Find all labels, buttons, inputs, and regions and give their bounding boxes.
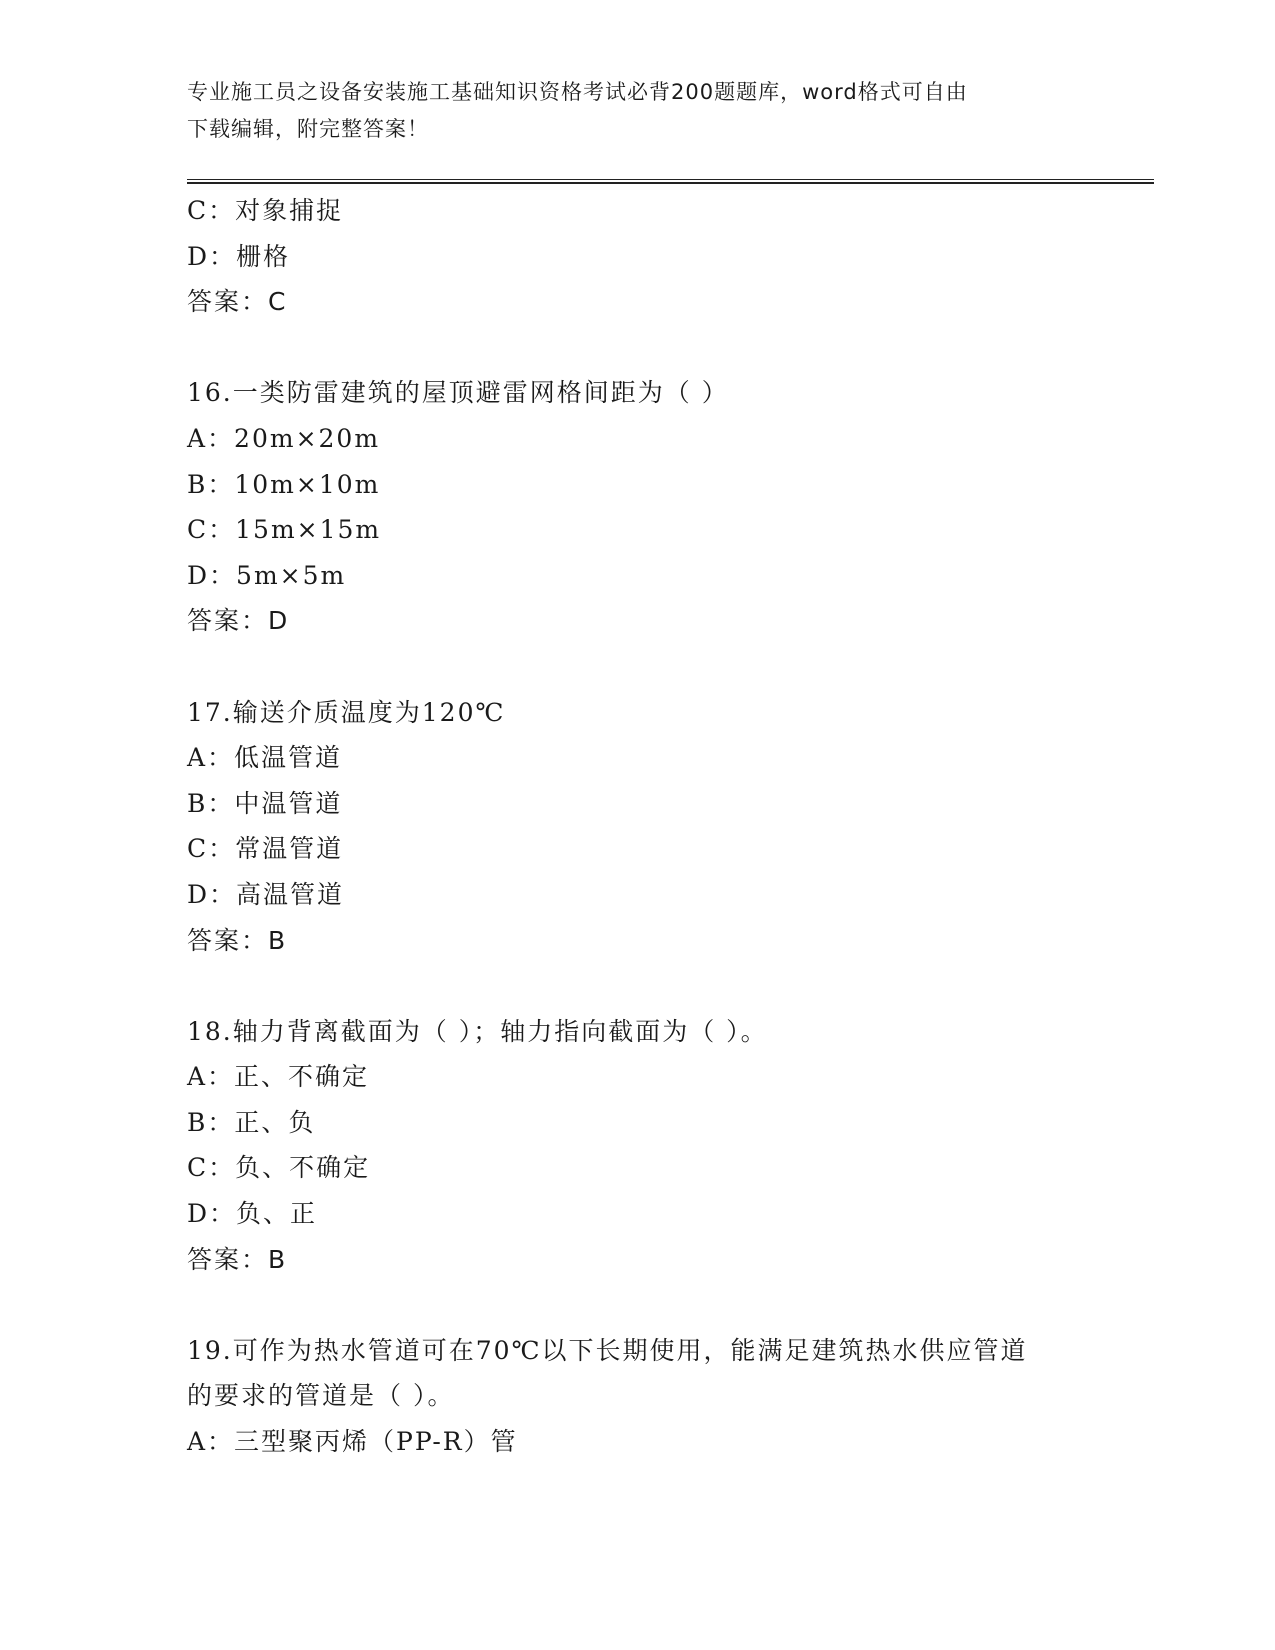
option-a: A：三型聚丙烯（PP-R）管 [187, 1427, 518, 1457]
question-stem: 17.输送介质温度为120℃ [187, 697, 506, 727]
header-line-1: 专业施工员之设备安装施工基础知识资格考试必背200题题库，word格式可自由 [187, 80, 968, 104]
question-18 [187, 1009, 1087, 1283]
question-list [187, 188, 1087, 1465]
option-c: C：15m×15m [187, 515, 382, 545]
question-17 [187, 690, 1087, 964]
question-15-carryover [187, 188, 1087, 325]
option-d: D：5m×5m [187, 560, 347, 590]
spacer [187, 1282, 1087, 1328]
option-d: D：高温管道 [187, 879, 345, 909]
option-a: A：20m×20m [187, 423, 381, 453]
option-b: B：10m×10m [187, 469, 381, 499]
option-b: B：中温管道 [187, 788, 343, 818]
option-d: D：负、正 [187, 1199, 318, 1229]
answer: 答案：D [187, 606, 290, 636]
spacer [187, 644, 1087, 690]
option-a: A：低温管道 [187, 743, 343, 773]
option-c: C：负、不确定 [187, 1153, 371, 1183]
answer: 答案：C [187, 287, 288, 317]
header-divider [187, 179, 1154, 184]
option-a: A：正、不确定 [187, 1062, 370, 1092]
answer: 答案：B [187, 925, 288, 955]
question-19 [187, 1328, 1087, 1465]
question-stem: 18.轴力背离截面为（ ）；轴力指向截面为（ ）。 [187, 1016, 768, 1046]
question-stem: 16.一类防雷建筑的屋顶避雷网格间距为（ ） [187, 378, 729, 408]
question-16 [187, 370, 1087, 644]
option-c: C：对象捕捉 [187, 196, 344, 225]
spacer [187, 325, 1087, 371]
option-d: D：栅格 [187, 241, 291, 271]
header-line-2: 下载编辑，附完整答案！ [187, 117, 429, 141]
answer: 答案：B [187, 1244, 288, 1274]
option-c: C：常温管道 [187, 834, 344, 864]
option-b: B：正、负 [187, 1107, 316, 1137]
document-header [187, 74, 1087, 148]
question-stem-line-2: 的要求的管道是（ ）。 [187, 1381, 455, 1411]
question-stem-line-1: 19.可作为热水管道可在70℃以下长期使用，能满足建筑热水供应管道 [187, 1335, 1028, 1365]
spacer [187, 963, 1087, 1009]
